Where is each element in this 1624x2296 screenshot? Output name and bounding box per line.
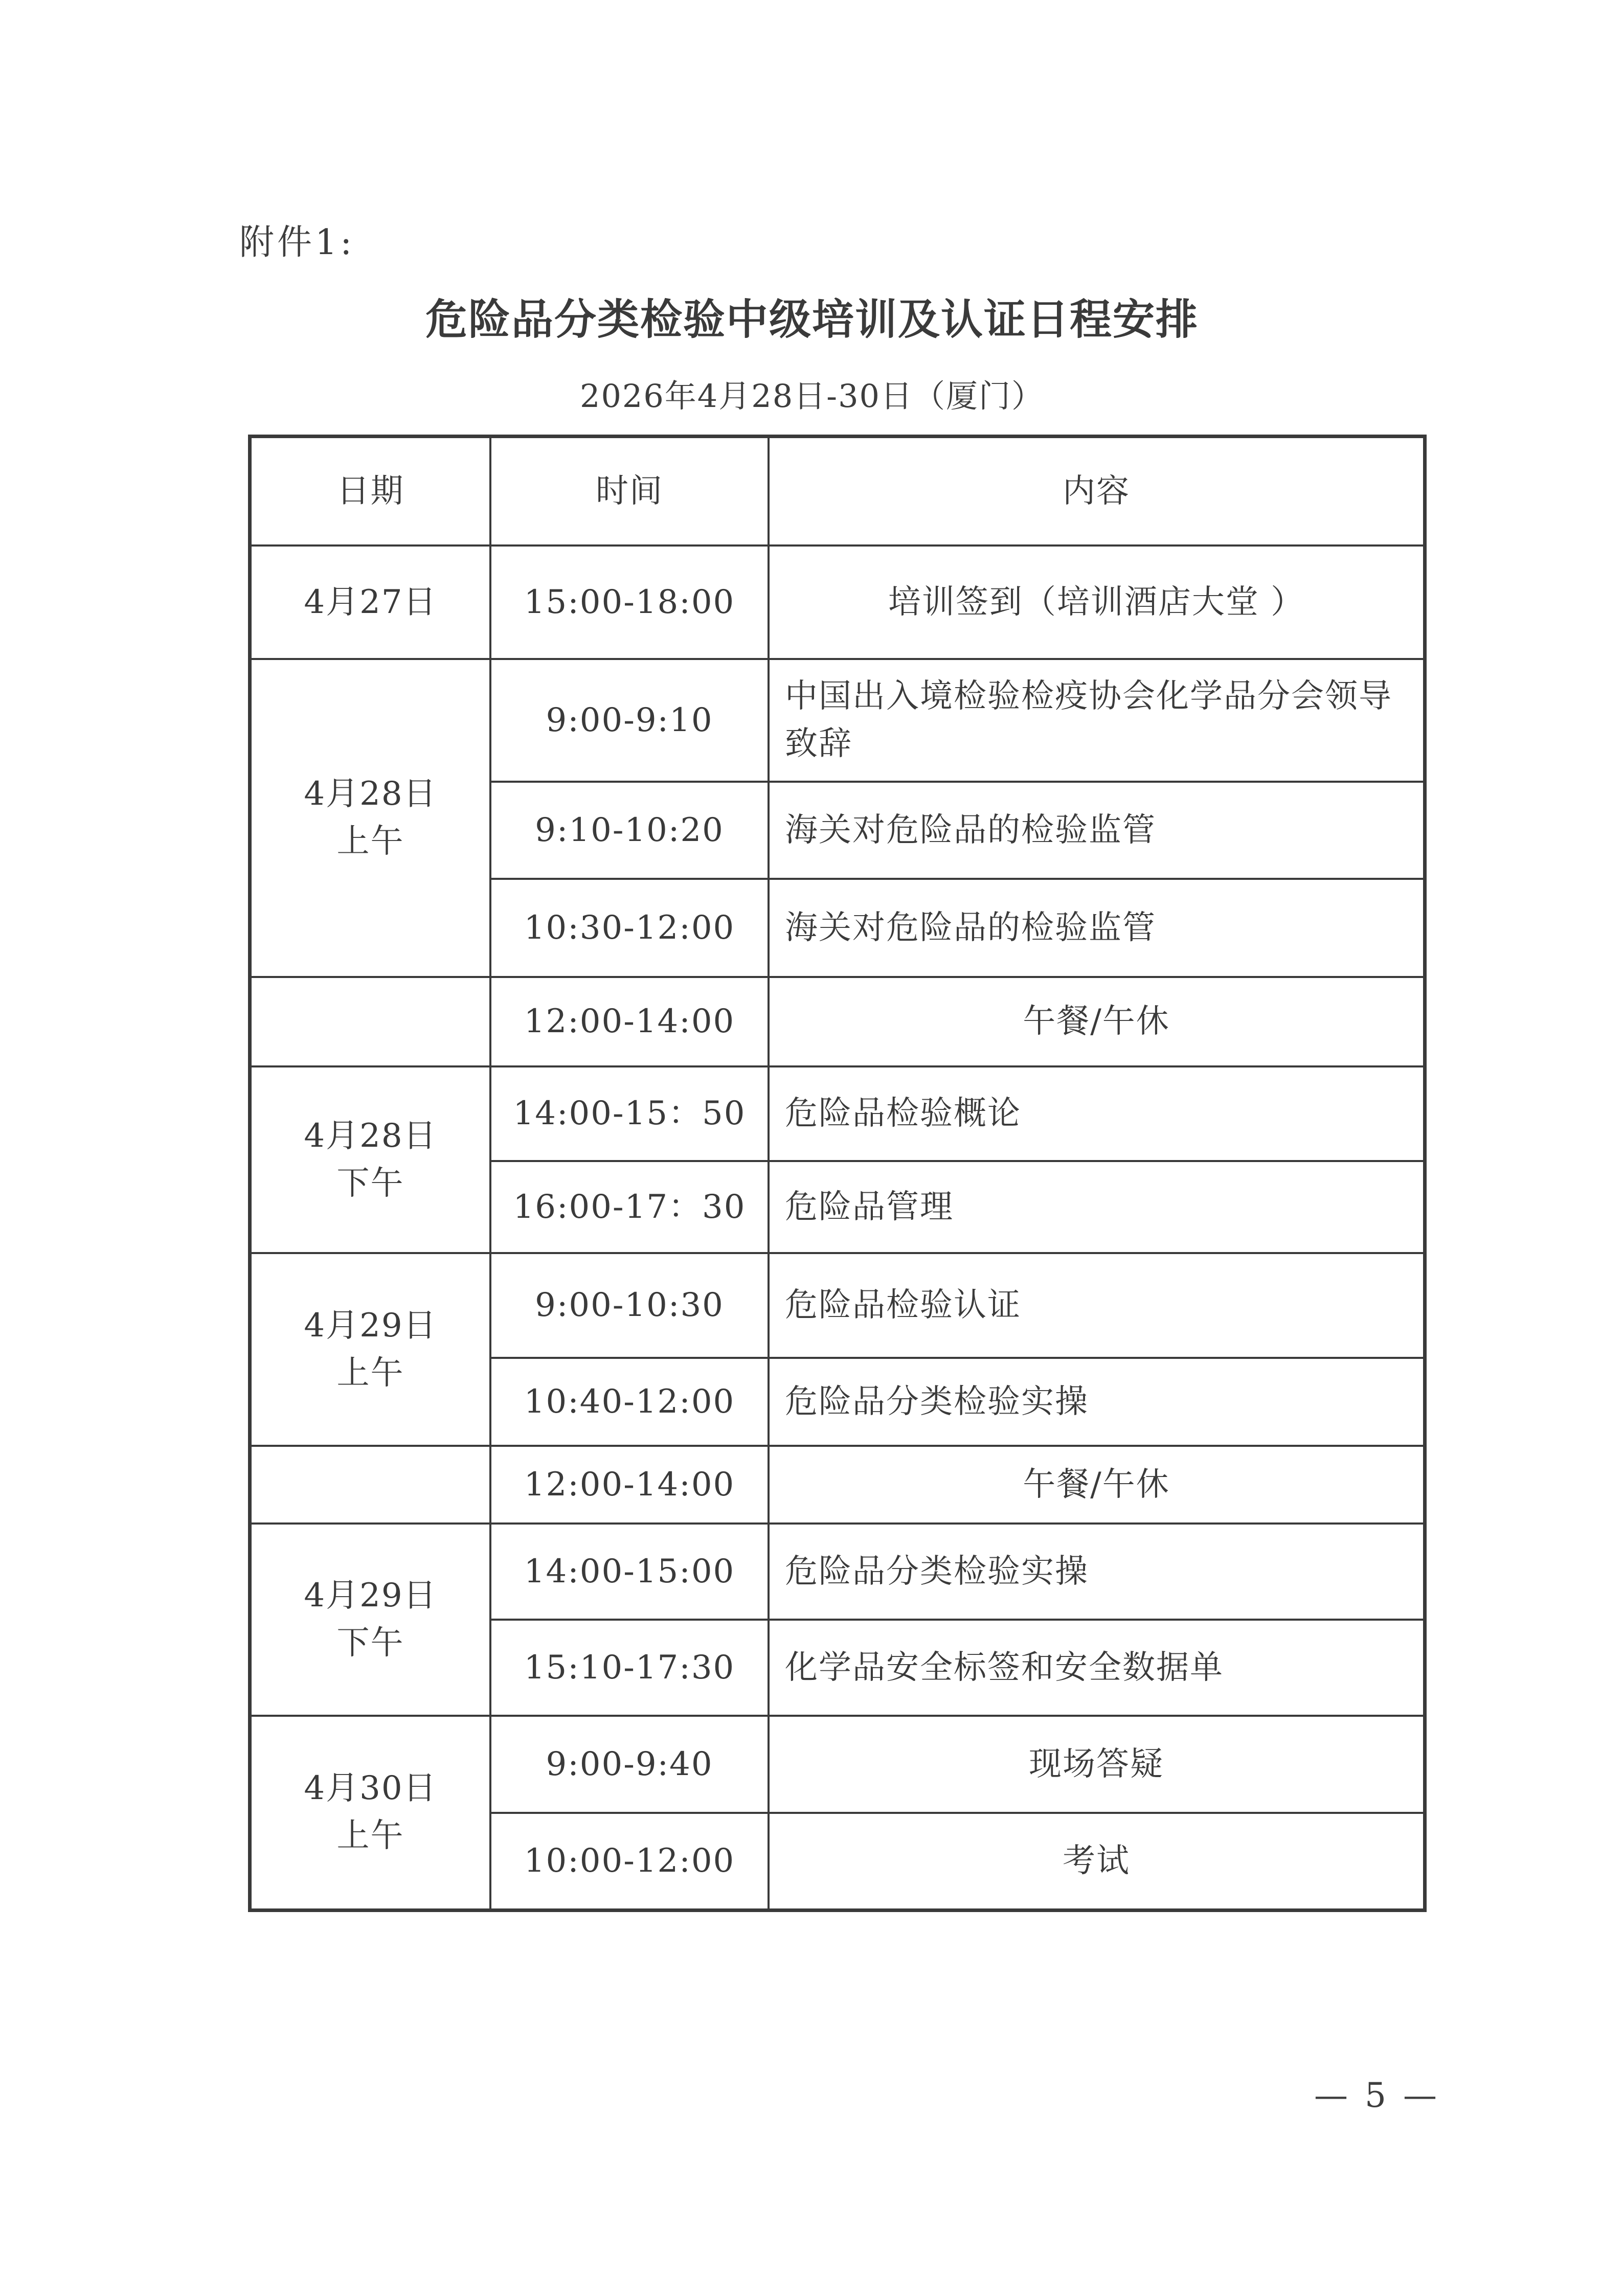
period-line: 上午 <box>336 823 404 860</box>
table-row <box>250 1524 1425 1620</box>
time-cell: 10:40-12:00 <box>490 1358 769 1446</box>
time-cell: 9:00-10:30 <box>490 1253 769 1358</box>
content-cell: 危险品分类检验实操 <box>769 1524 1425 1620</box>
content-cell: 危险品管理 <box>769 1161 1425 1253</box>
table-row <box>250 545 1425 659</box>
time-cell: 9:00-9:10 <box>490 659 769 782</box>
attachment-label: 附件1: <box>239 222 355 263</box>
content-cell: 培训签到（培训酒店大堂 ） <box>769 545 1425 659</box>
period-line: 下午 <box>336 1164 404 1202</box>
schedule-body <box>250 545 1425 1910</box>
header-time: 时间 <box>490 437 769 546</box>
content-cell: 危险品检验认证 <box>769 1253 1425 1358</box>
content-cell: 危险品检验概论 <box>769 1066 1425 1161</box>
document-subtitle: 2026年4月28日-30日（厦门） <box>580 377 1044 415</box>
table-row <box>250 1253 1425 1358</box>
schedule-table <box>248 435 1427 1912</box>
date-cell <box>250 1524 491 1716</box>
content-cell: 中国出入境检验检疫协会化学品分会领导致辞 <box>769 659 1425 782</box>
date-cell <box>250 1446 491 1524</box>
time-cell: 12:00-14:00 <box>490 977 769 1066</box>
content-cell: 海关对危险品的检验监管 <box>769 782 1425 879</box>
date-cell <box>250 545 491 659</box>
time-cell: 9:10-10:20 <box>490 782 769 879</box>
date-cell <box>250 977 491 1066</box>
header-content: 内容 <box>769 437 1425 546</box>
table-row <box>250 1446 1425 1524</box>
date-line: 4月27日 <box>304 583 437 621</box>
date-cell <box>250 1716 491 1910</box>
time-cell: 14:00-15：50 <box>490 1066 769 1161</box>
date-cell <box>250 1253 491 1446</box>
date-line: 4月30日 <box>304 1769 437 1808</box>
content-cell: 午餐/午休 <box>769 977 1425 1066</box>
time-cell: 15:00-18:00 <box>490 545 769 659</box>
content-cell: 海关对危险品的检验监管 <box>769 879 1425 977</box>
period-line: 下午 <box>336 1624 404 1662</box>
table-row <box>250 977 1425 1066</box>
date-cell <box>250 1066 491 1253</box>
content-cell: 危险品分类检验实操 <box>769 1358 1425 1446</box>
date-line: 4月28日 <box>304 775 437 813</box>
document-title: 危险品分类检验中级培训及认证日程安排 <box>425 295 1199 344</box>
table-row <box>250 1066 1425 1161</box>
date-line: 4月28日 <box>304 1117 437 1155</box>
time-cell: 10:00-12:00 <box>490 1813 769 1910</box>
content-cell: 午餐/午休 <box>769 1446 1425 1524</box>
time-cell: 16:00-17：30 <box>490 1161 769 1253</box>
date-line: 4月29日 <box>304 1577 437 1615</box>
table-row <box>250 1716 1425 1813</box>
table-row <box>250 659 1425 782</box>
time-cell: 10:30-12:00 <box>490 879 769 977</box>
content-cell: 考试 <box>769 1813 1425 1910</box>
time-cell: 15:10-17:30 <box>490 1620 769 1716</box>
table-header-row <box>250 437 1425 546</box>
period-line: 上午 <box>336 1354 404 1392</box>
content-cell: 化学品安全标签和安全数据单 <box>769 1620 1425 1716</box>
period-line: 上午 <box>336 1817 404 1855</box>
time-cell: 12:00-14:00 <box>490 1446 769 1524</box>
time-cell: 14:00-15:00 <box>490 1524 769 1620</box>
date-line: 4月29日 <box>304 1306 437 1345</box>
date-cell <box>250 659 491 977</box>
header-date: 日期 <box>250 437 491 546</box>
page-number: — 5 — <box>1314 2076 1440 2115</box>
time-cell: 9:00-9:40 <box>490 1716 769 1813</box>
content-cell: 现场答疑 <box>769 1716 1425 1813</box>
